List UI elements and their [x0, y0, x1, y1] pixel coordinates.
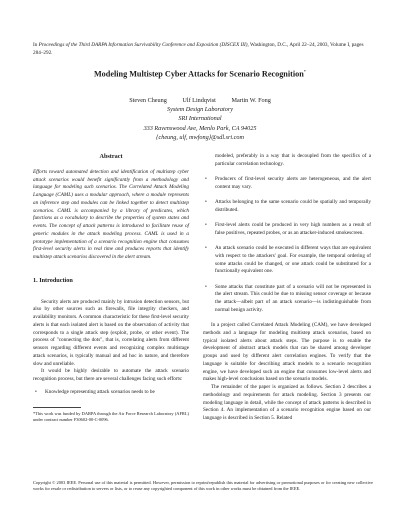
- challenge-list: [33, 389, 189, 397]
- right-column: [203, 153, 371, 423]
- affiliation-lab: System Design Laboratory: [167, 106, 233, 114]
- section-heading: 1. Introduction: [33, 276, 73, 284]
- author-name: Martin W. Fong: [231, 97, 271, 104]
- body-paragraph: The remainder of the paper is organized as follows. Section 2 describes a methodology and requirements for attack modeling. Section 3 presents our modeling language in detail, while the concept of attack patterns is described in Section 4. An implementation of a scenario recognition engine based on our language is described in Section 5. Related: [203, 384, 371, 421]
- bullet-mark: •: [205, 283, 207, 290]
- list-item: [203, 222, 371, 238]
- left-column: [33, 153, 189, 423]
- list-item-text: First-level alerts could be produced in very high numbers as a result of false positives, repeated probes, or as an attacker-induced smokescreen.: [215, 222, 371, 236]
- footnote-rule: [33, 407, 81, 408]
- author-name: Ulf Lindqvist: [182, 97, 216, 104]
- affiliation-address: 333 Ravenswood Ave, Menlo Park, CA 94025: [143, 124, 257, 132]
- author-names: [0, 96, 400, 105]
- author-name: Steven Cheung: [129, 97, 167, 104]
- list-item: [203, 284, 371, 315]
- affiliation-email: {cheung, ulf, mwfong}@sdl.sri.com: [156, 133, 244, 141]
- bullet-mark: •: [205, 199, 207, 205]
- list-item: [203, 176, 371, 192]
- author-block: [0, 96, 400, 142]
- bullet-mark: •: [205, 222, 207, 228]
- list-item-text: Some attacks that constitute part of a scenario will not be represented in the alert stream. This could be due to missing sensor coverage or because the attack—albeit part of an attack scenario—is indistinguishable from normal benign activity.: [215, 283, 371, 313]
- body-paragraph: In a project called Correlated Attack Modeling (CAM), we have developed methods and a language for modeling multistep attack scenarios, based on typical isolated alerts about attack steps. The purpose is to enable the development of abstract attack models that can be shared among developer groups and used by different alert correlation engines. To verify that the language is suitable for describing attack models to a scenario recognition engine, we have developed such an engine that consumes low-level alerts and makes high-level conclusions based on the scenario models.: [203, 322, 371, 383]
- footnote: *This work was funded by DARPA through the Air Force Research Laboratory (AFRL) under contract number F30602-00-C-0096.: [33, 410, 189, 422]
- list-item-text: An attack scenario could be executed in different ways that are equivalent with respect to the attackers' goal. For example, the temporal ordering of some attacks could be changed, or one attack could be substituted for a functionally equivalent one.: [215, 245, 371, 275]
- list-item: [203, 199, 371, 215]
- list-item-text: Producers of first-level security alerts are heterogeneous, and the alert content may vary.: [215, 176, 371, 190]
- bullet-mark: •: [35, 388, 37, 395]
- list-item-text: Attacks belonging to the same scenario could be spatially and temporally distributed.: [215, 199, 371, 213]
- list-item: [33, 389, 189, 397]
- abstract-text: Efforts toward automated detection and identification of multistep cyber attack scenarios would benefit significantly from a methodology and language for modeling such scenarios. The Correlated Attack Modeling Language (CAML) uses a modular approach, where a module represents an inference step and modules can be linked together to detect multistep scenarios. CAML is accompanied by a library of predicates, which functions as a vocabulary to describe the properties of system states and events. The concept of attack patterns is introduced to facilitate reuse of generic modules in the attack modeling process. CAML is used in a prototype implementation of a scenario recognition engine that consumes first-level security alerts in real time and produces reports that identify multistep attack scenarios discovered in the alert stream.: [33, 168, 189, 260]
- proceedings-venue: Proceedings of the Third DARPA Information Survivability Conference and Exposition (DISCEX III): [38, 42, 248, 48]
- title-footnote-mark: *: [303, 69, 307, 74]
- intro-paragraph: Security alerts are produced mainly by intrusion detection sensors, but also by other sources such as firewalls, file integrity checkers, and availability monitors. A common characteristic for these first-level security alerts is that each isolated alert is based on the observation of activity that corresponds to a single attack step (exploit, probe, or other event). The process of "connecting the dots", that is, correlating alerts from different sensors regarding different events and recognizing complex multistage attack scenarios, is typically manual and ad hoc in nature, and therefore slow and unreliable.: [33, 298, 189, 367]
- affiliation-org: SRI International: [178, 115, 222, 123]
- continued-bullet-text: modeled, preferably in a way that is decoupled from the specifics of a particular correlation technology.: [215, 153, 371, 167]
- abstract-heading: Abstract: [99, 153, 123, 160]
- bullet-mark: •: [205, 245, 207, 251]
- copyright-notice: Copyright © 2003 IEEE. Personal use of this material is permitted. However, permission to reprint/republish this material for advertising or promotional purposes or for creating new collective works for resale or redistribution to servers or lists, or to reuse any copyrighted component of this work in other works must be obtained from the IEEE.: [33, 480, 373, 492]
- paper-title: [0, 69, 400, 79]
- list-item-text: Knowledge representing attack scenarios needs to be: [45, 388, 155, 395]
- proceedings-line: [33, 42, 373, 57]
- challenge-list: [203, 176, 371, 315]
- bullet-mark: •: [205, 176, 207, 182]
- intro-paragraph: It would be highly desirable to automate the attack scenario recognition process, but there are several challenges facing such efforts:: [33, 368, 189, 382]
- proceedings-prefix: In: [33, 42, 39, 48]
- title-text: Modeling Multistep Cyber Attacks for Scenario Recognition: [93, 69, 304, 79]
- proceedings-suffix: , Washington, D.C., April 22–24, 2003, Volume I, pages 284–292.: [33, 42, 364, 56]
- list-item: [203, 245, 371, 276]
